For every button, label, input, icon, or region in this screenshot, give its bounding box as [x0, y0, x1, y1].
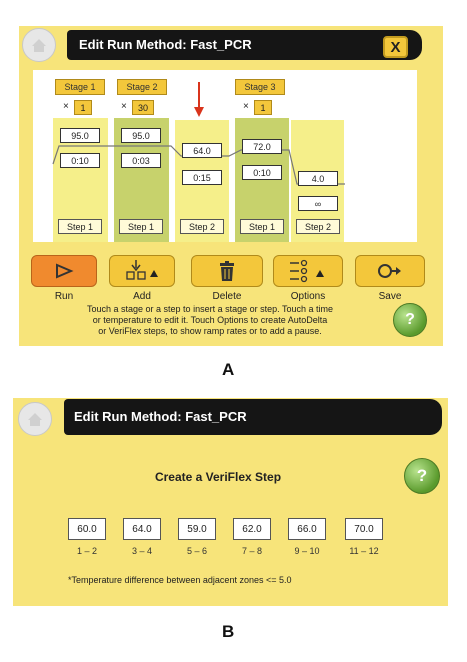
title-bar: Edit Run Method: Fast_PCR [67, 30, 422, 60]
step-temperature[interactable]: 4.0 [298, 171, 338, 186]
zone-temperature[interactable]: 66.0 [288, 518, 326, 540]
help-button[interactable] [393, 303, 427, 337]
instructions-line: or VeriFlex steps, to show ramp rates or to add a pause. [98, 326, 322, 336]
stage-2-label[interactable]: Stage 2 [117, 79, 167, 95]
step-label[interactable]: Step 1 [240, 219, 284, 234]
instructions-text [40, 304, 380, 337]
options-icon [286, 258, 330, 284]
save-label: Save [378, 291, 402, 302]
run-button[interactable] [31, 255, 97, 287]
save-icon [376, 261, 404, 281]
stage-1-label[interactable]: Stage 1 [55, 79, 105, 95]
zone-range: 9 – 10 [294, 546, 320, 556]
step-temperature[interactable]: 95.0 [60, 128, 100, 143]
save-button[interactable] [355, 255, 425, 287]
temperature-note: *Temperature difference between adjacent zones <= 5.0 [68, 575, 292, 585]
help-icon: ? [405, 311, 415, 328]
help-button[interactable] [404, 458, 440, 494]
options-button[interactable] [273, 255, 343, 287]
delete-label: Delete [212, 291, 242, 302]
step-temperature[interactable]: 64.0 [182, 143, 222, 158]
add-button[interactable] [109, 255, 175, 287]
add-label: Add [133, 291, 151, 302]
step-label[interactable]: Step 2 [180, 219, 224, 234]
figure-label-a: A [222, 360, 235, 379]
step-label[interactable]: Step 1 [119, 219, 163, 234]
zone-range: 1 – 2 [76, 546, 98, 556]
step-time[interactable]: 0:15 [182, 170, 222, 185]
add-step-icon [122, 259, 162, 283]
delete-button[interactable] [191, 255, 263, 287]
zone-temperature[interactable]: 70.0 [345, 518, 383, 540]
run-label: Run [54, 291, 74, 302]
step-time[interactable]: 0:10 [242, 165, 282, 180]
zone-temperature[interactable]: 62.0 [233, 518, 271, 540]
home-button[interactable] [22, 28, 56, 62]
stage-3-label[interactable]: Stage 3 [235, 79, 285, 95]
step-temperature[interactable]: 95.0 [121, 128, 161, 143]
instructions-line: or temperature to edit it. Touch Options to create AutoDelta [92, 315, 328, 325]
home-button[interactable] [18, 402, 52, 436]
figure-label-b: B [222, 622, 235, 641]
zone-temperature[interactable]: 60.0 [68, 518, 106, 540]
cycles-symbol: × [243, 101, 249, 112]
veriflex-heading: Create a VeriFlex Step [154, 470, 282, 484]
cycles-symbol: × [63, 101, 69, 112]
step-time[interactable]: 0:03 [121, 153, 161, 168]
zone-range: 3 – 4 [131, 546, 153, 556]
step-time[interactable]: 0:10 [60, 153, 100, 168]
zone-range: 7 – 8 [241, 546, 263, 556]
step-time[interactable]: ∞ [298, 196, 338, 211]
step-label[interactable]: Step 2 [296, 219, 340, 234]
stage-3-cycles[interactable]: 1 [254, 100, 272, 115]
home-icon [23, 29, 55, 61]
cycles-symbol: × [121, 101, 127, 112]
step-label[interactable]: Step 1 [58, 219, 102, 234]
home-icon [19, 403, 51, 435]
zone-range: 11 – 12 [349, 546, 379, 556]
trash-icon [217, 260, 237, 282]
instructions-line: Touch a stage or a step to insert a stage or step. Touch a time [87, 304, 333, 314]
close-icon: X [390, 38, 401, 56]
step-temperature[interactable]: 72.0 [242, 139, 282, 154]
zone-temperature[interactable]: 59.0 [178, 518, 216, 540]
options-label: Options [290, 291, 326, 302]
play-icon [53, 262, 75, 280]
close-button[interactable] [383, 36, 408, 58]
zone-range: 5 – 6 [186, 546, 208, 556]
help-icon: ? [416, 466, 428, 485]
title-bar: Edit Run Method: Fast_PCR [64, 399, 442, 435]
zone-temperature[interactable]: 64.0 [123, 518, 161, 540]
stage-1-cycles[interactable]: 1 [74, 100, 92, 115]
stage-2-cycles[interactable]: 30 [132, 100, 154, 115]
